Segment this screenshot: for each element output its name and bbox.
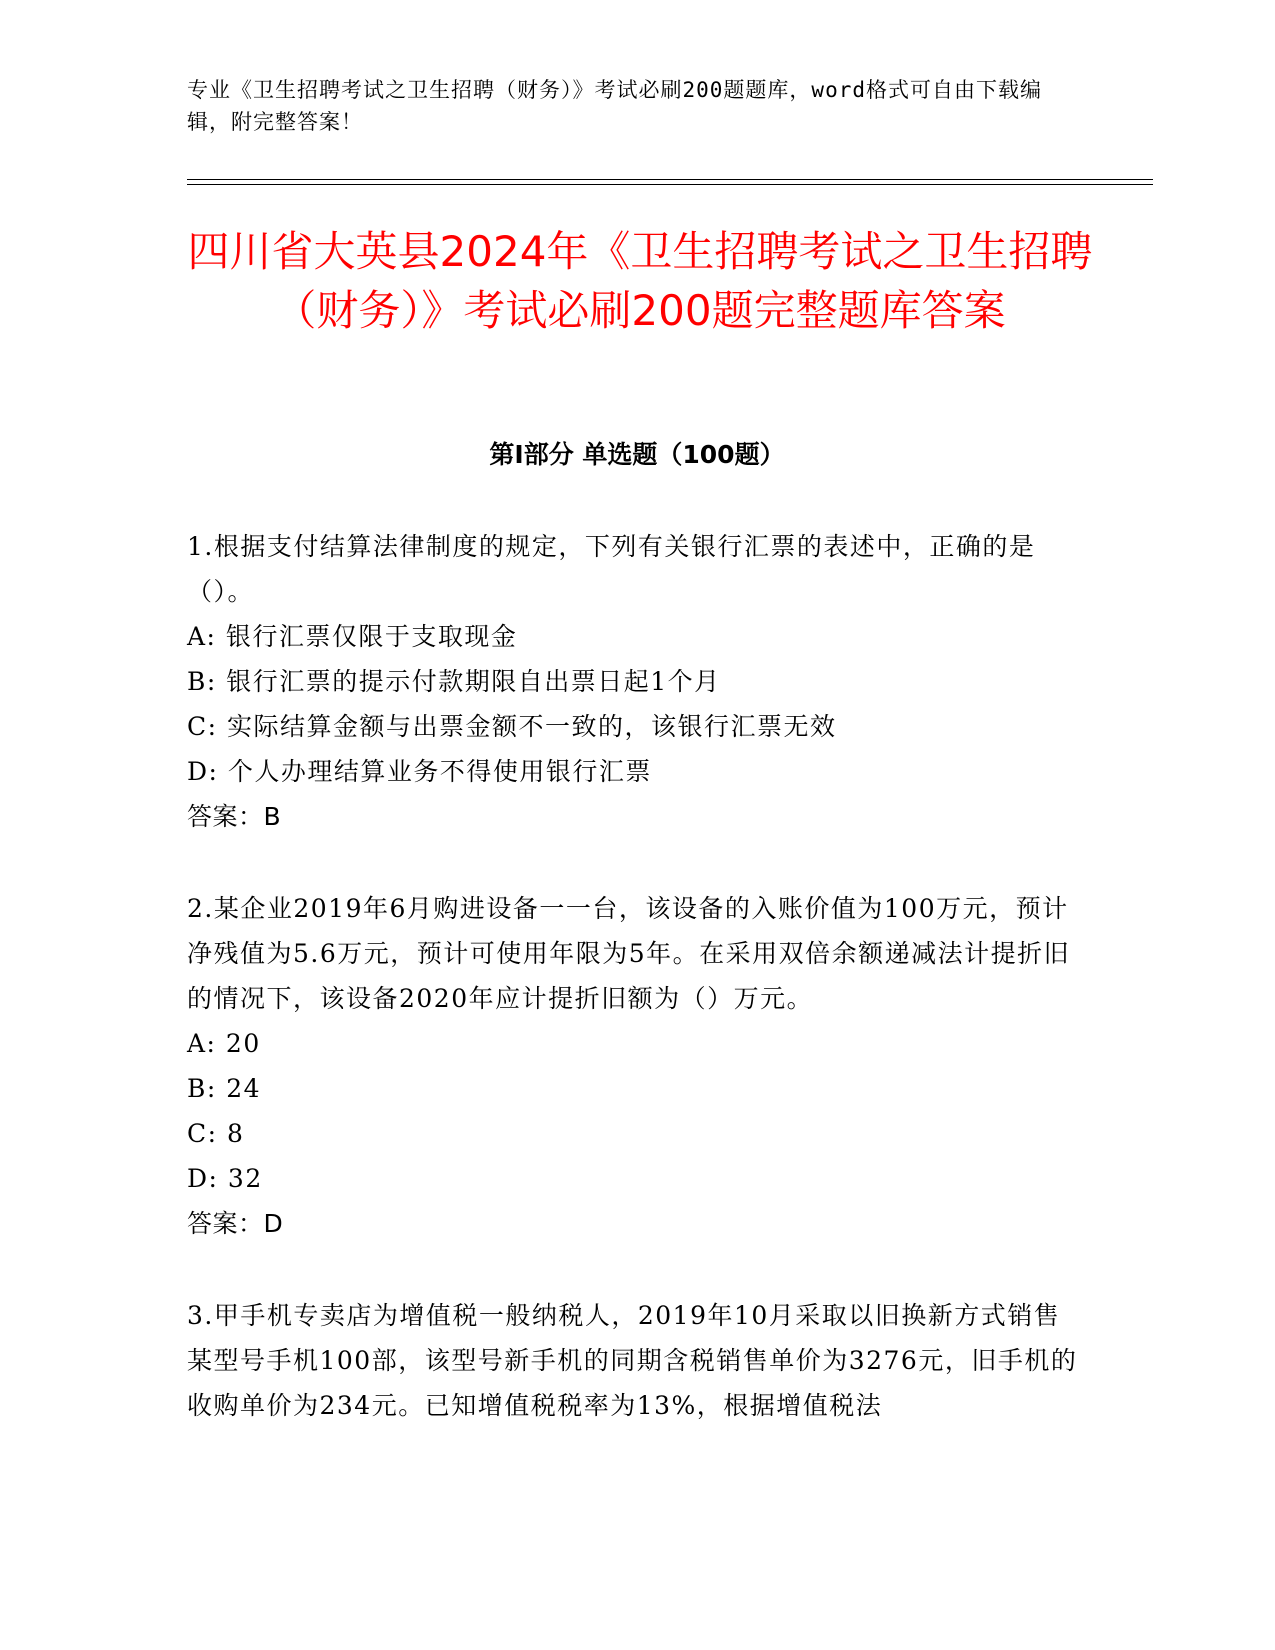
- option-d: D: 32: [187, 1164, 263, 1193]
- header-note: 专业《卫生招聘考试之卫生招聘（财务）》考试必刷200题题库，word格式可自由下载编辑，附完整答案！: [187, 78, 1042, 134]
- question-3: [187, 1293, 1082, 1428]
- option-c: C: 8: [187, 1119, 245, 1148]
- option-a: A: 20: [187, 1029, 261, 1058]
- section-title: 第I部分 单选题（100题）: [489, 440, 785, 469]
- question-list: [187, 524, 1082, 1475]
- option-d: D: 个人办理结算业务不得使用银行汇票: [187, 757, 652, 786]
- question-stem: 1.根据支付结算法律制度的规定，下列有关银行汇票的表述中，正确的是（）。: [187, 532, 1036, 606]
- answer: 答案：D: [187, 1209, 284, 1238]
- question-stem: 2.某企业2019年6月购进设备一一台，该设备的入账价值为100万元，预计净残值为5.6万元，预计可使用年限为5年。在采用双倍余额递减法计提折旧的情况下，该设备2020年应计提折旧额为（）万元。: [187, 894, 1071, 1013]
- option-b: B: 24: [187, 1074, 262, 1103]
- option-b: B: 银行汇票的提示付款期限自出票日起1个月: [187, 667, 721, 696]
- question-1: [187, 524, 1082, 839]
- header-divider: [187, 179, 1153, 180]
- option-c: C: 实际结算金额与出票金额不一致的，该银行汇票无效: [187, 712, 837, 741]
- header-divider-secondary: [187, 184, 1153, 185]
- document-title: 四川省大英县2024年《卫生招聘考试之卫生招聘（财务）》考试必刷200题完整题库答案: [187, 227, 1093, 335]
- question-stem: 3.甲手机专卖店为增值税一般纳税人，2019年10月采取以旧换新方式销售某型号手机100部，该型号新手机的同期含税销售单价为3276元，旧手机的收购单价为234元。已知增值税税率为13%，根据增值税法: [187, 1301, 1078, 1420]
- question-2: [187, 886, 1082, 1246]
- option-a: A: 银行汇票仅限于支取现金: [187, 622, 518, 651]
- answer: 答案：B: [187, 802, 282, 831]
